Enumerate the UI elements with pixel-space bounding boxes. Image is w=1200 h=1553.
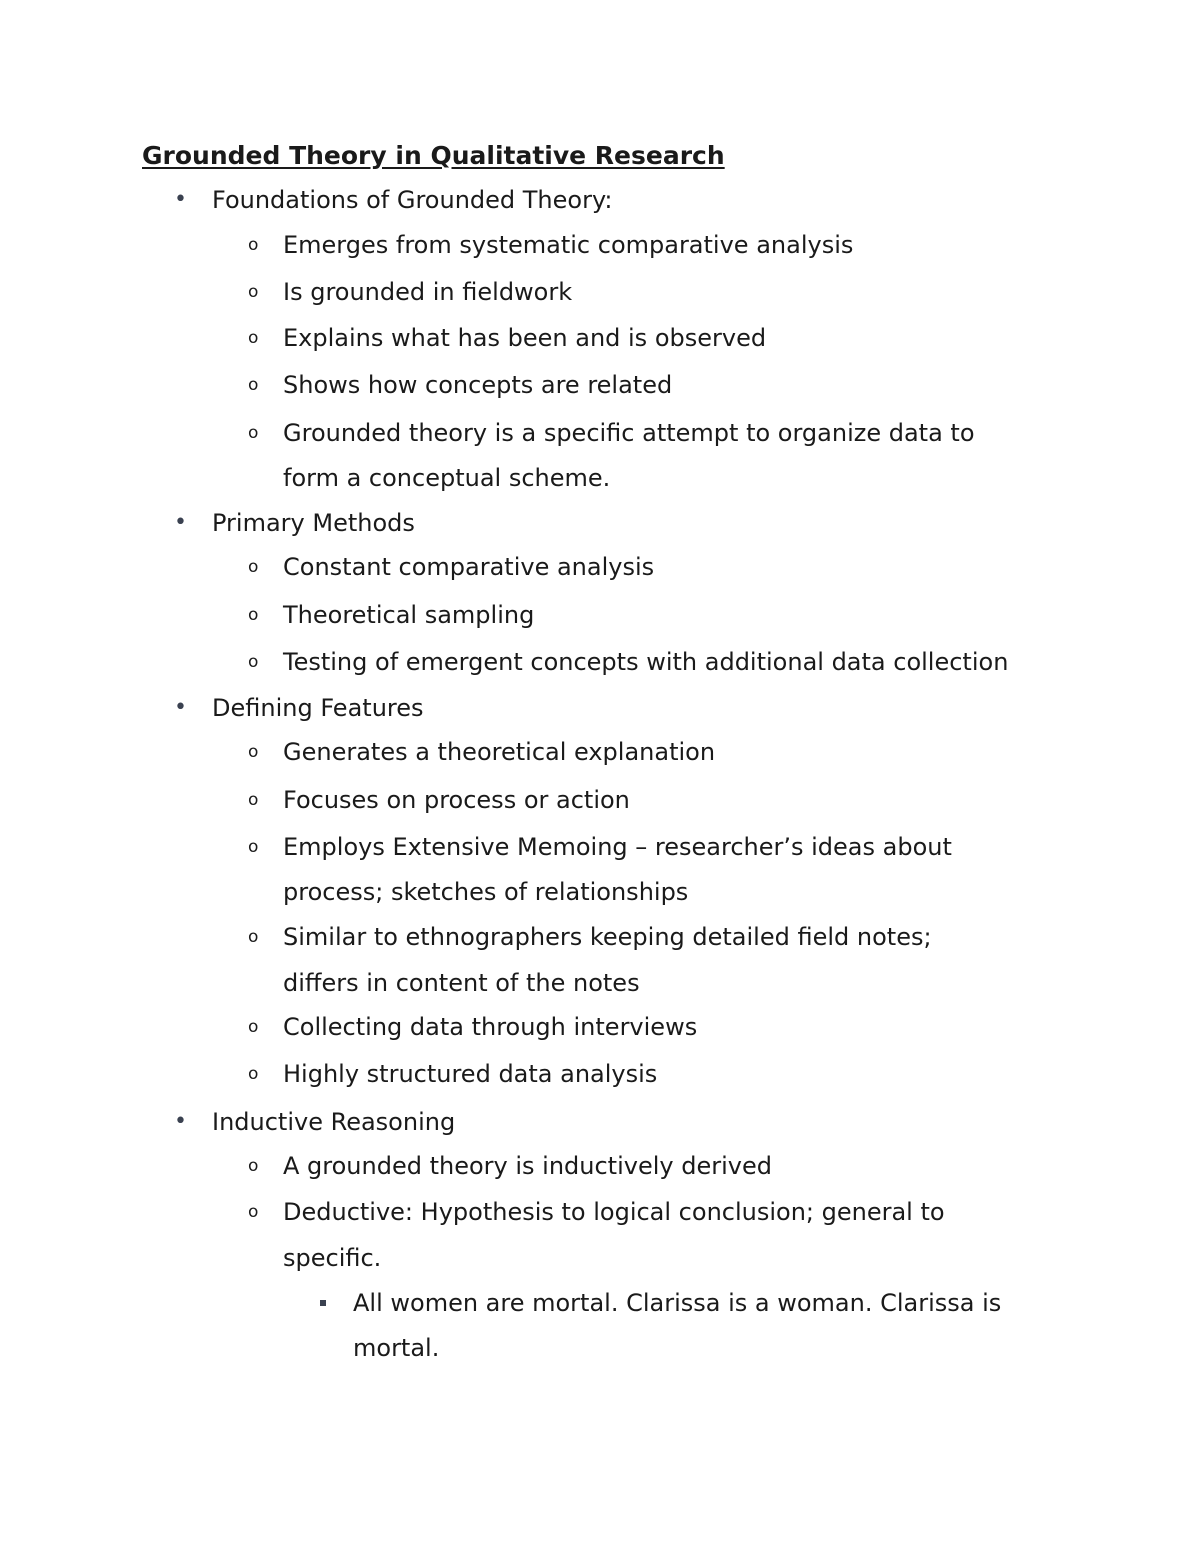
list-item: Constant comparative analysis [283, 553, 655, 581]
list-item: Explains what has been and is observed [283, 324, 767, 352]
sub-list-item-line: All women are mortal. Clarissa is a woman. Clarissa is [353, 1289, 1002, 1317]
list-item-line: process; sketches of relationships [283, 878, 689, 906]
bullet-circle-icon: o [248, 423, 259, 443]
list-item-line: Deductive: Hypothesis to logical conclusion; general to [283, 1198, 945, 1226]
section-heading-inductive-reasoning: Inductive Reasoning [212, 1108, 456, 1136]
list-item: A grounded theory is inductively derived [283, 1152, 772, 1180]
list-item: Theoretical sampling [283, 601, 535, 629]
sub-list-item-line: mortal. [353, 1334, 440, 1362]
bullet-dot-icon: • [174, 1109, 187, 1134]
bullet-dot-icon: • [174, 695, 187, 720]
bullet-circle-icon: o [248, 235, 259, 255]
bullet-circle-icon: o [248, 790, 259, 810]
bullet-circle-icon: o [248, 605, 259, 625]
list-item-line: specific. [283, 1244, 382, 1272]
list-item-line: differs in content of the notes [283, 969, 640, 997]
bullet-dot-icon: • [174, 187, 187, 212]
bullet-circle-icon: o [248, 742, 259, 762]
list-item: Highly structured data analysis [283, 1060, 658, 1088]
bullet-circle-icon: o [248, 328, 259, 348]
list-item-line: Grounded theory is a specific attempt to organize data to [283, 419, 975, 447]
list-item-line: form a conceptual scheme. [283, 464, 611, 492]
bullet-circle-icon: o [248, 927, 259, 947]
list-item: Is grounded in fieldwork [283, 278, 573, 306]
bullet-circle-icon: o [248, 1064, 259, 1084]
list-item: Testing of emergent concepts with additional data collection [283, 648, 1009, 676]
bullet-circle-icon: o [248, 652, 259, 672]
list-item-line: Similar to ethnographers keeping detailed field notes; [283, 923, 932, 951]
bullet-circle-icon: o [248, 1017, 259, 1037]
bullet-circle-icon: o [248, 1202, 259, 1222]
bullet-square-icon [320, 1300, 326, 1306]
bullet-circle-icon: o [248, 282, 259, 302]
section-heading-primary-methods: Primary Methods [212, 509, 415, 537]
list-item: Generates a theoretical explanation [283, 738, 716, 766]
list-item: Shows how concepts are related [283, 371, 673, 399]
bullet-circle-icon: o [248, 375, 259, 395]
list-item: Focuses on process or action [283, 786, 630, 814]
bullet-dot-icon: • [174, 510, 187, 535]
list-item: Collecting data through interviews [283, 1013, 698, 1041]
section-heading-foundations: Foundations of Grounded Theory: [212, 186, 613, 214]
bullet-circle-icon: o [248, 837, 259, 857]
section-heading-defining-features: Defining Features [212, 694, 424, 722]
bullet-circle-icon: o [248, 557, 259, 577]
list-item: Emerges from systematic comparative analysis [283, 231, 854, 259]
page-title: Grounded Theory in Qualitative Research [142, 141, 725, 170]
list-item-line: Employs Extensive Memoing – researcher’s ideas about [283, 833, 952, 861]
bullet-circle-icon: o [248, 1156, 259, 1176]
